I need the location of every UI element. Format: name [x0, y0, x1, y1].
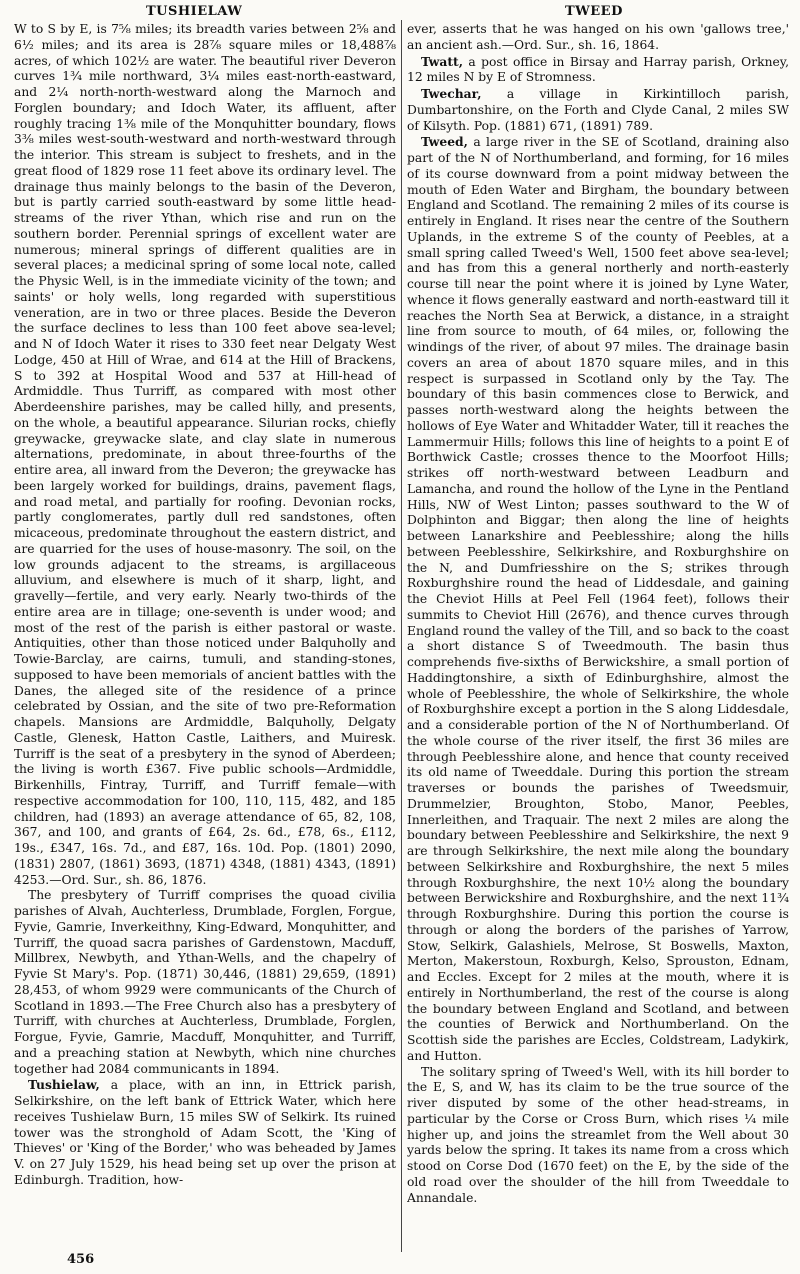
right-column	[407, 22, 789, 1247]
paragraph-turriff-continued: W to S by E, is 7⅝ miles; its breadth varies between 2⅝ and 6½ miles; and its area is 28⅞ square miles or 18,488⅞ acres, of which 102½ are water. The beautiful river Deveron curves 1¾ mile northward, 3¼ miles east-north-eastward, and 2¼ north-north-westward along the Marnoch and Forglen boundary; and Idoch Water, its affluent, after roughly tracing 1⅜ mile of the Monquhitter boundary, flows 3⅜ miles west-south-westward and north-westward through the interior. This stream is subject to freshets, and in the great flood of 1829 rose 11 feet above its ordinary level. The drainage thus mainly belongs to the basin of the Deveron, but is partly carried south-eastward by some little head-streams of the river Ythan, which rise and run on the southern border. Perennial springs of excellent water are numerous; mineral springs of different qualities are in several places; a medicinal spring of some local note, called the Physic Well, is in the immediate vicinity of the town; and saints' or holy wells, long regarded with superstitious veneration, are in two or three places. Beside the Deveron the surface declines to less than 100 feet above sea-level; and N of Idoch Water it rises to 330 feet near Delgaty West Lodge, 450 at Hill of Wrae, and 614 at the Hill of Brackens, S to 392 at Hospital Wood and 537 at Hill-head of Ardmiddle. Thus Turriff, as compared with most other Aberdeenshire parishes, may be called hilly, and presents, on the whole, a beautiful appearance. Silurian rocks, chiefly greywacke, greywacke slate, and clay slate in numerous alternations, predominate, in about three-fourths of the entire area, all inward from the Deveron; the greywacke has been largely worked for buildings, drains, pavement flags, and road metal, and partially for roofing. Devonian rocks, partly conglomerates, partly dull red sandstones, often micaceous, predominate throughout the eastern district, and are quarried for the uses of house-masonry. The soil, on the low grounds adjacent to the streams, is argillaceous alluvium, and elsewhere is much of it sharp, light, and gravelly—fertile, and very early. Nearly two-thirds of the entire area are in tillage; one-seventh is under wood; and most of the rest of the parish is either pastoral or waste. Antiquities, other than those noticed under Balquholly and Towie-Barclay, are cairns, tumuli, and standing-stones, supposed to have been memorials of ancient battles with the Danes, the alleged site of the residence of a prince celebrated by Ossian, and the site of two pre-Reformation chapels. Mansions are Ardmiddle, Balquholly, Delgaty Castle, Glenesk, Hatton Castle, Laithers, and Muiresk. Turriff is the seat of a presbytery in the synod of Aberdeen; the living is worth £367. Five public schools—Ardmiddle, Birkenhills, Fintray, Turriff, and Turriff female—with respective accommodation for 100, 110, 115, 482, and 185 children, had (1893) an average attendance of 65, 82, 108, 367, and 100, and grants of £64, 2s. 6d., £78, 6s., £112, 19s., £347, 16s. 7d., and £87, 16s. 10d. Pop. (1801) 2090, (1831) 2807, (1861) 3693, (1871) 4348, (1881) 4343, (1891) 4253.—Ord. Sur., sh. 86, 1876.	[14, 22, 396, 887]
paragraph-presbytery-turriff: The presbytery of Turriff comprises the quoad civilia parishes of Alvah, Auchterless, Drumblade, Forglen, Forgue, Fyvie, Gamrie, Inverkeithny, King-Edward, Monquhitter, and Turriff, the quoad sacra parishes of Gardenstown, Macduff, Millbrex, Newbyth, and Ythan-Wells, and the chapelry of Fyvie St Mary's. Pop. (1871) 30,446, (1881) 29,659, (1891) 28,453, of whom 9929 were communicants of the Church of Scotland in 1893.—The Free Church also has a presbytery of Turriff, with churches at Auchterless, Drumblade, Forglen, Forgue, Fyvie, Gamrie, Macduff, Monquhitter, and Turriff, and a preaching station at Newbyth, which nine churches together had 2084 communicants in 1894.	[14, 888, 396, 1076]
left-column	[14, 22, 396, 1247]
entry-twechar-text: a village in Kirkintilloch parish, Dumbartonshire, on the Forth and Clyde Canal, 2 miles SW of Kilsyth. Pop. (1881) 671, (1891) 789.	[407, 87, 789, 133]
entry-tweed-text: a large river in the SE of Scotland, draining also part of the N of Northumberland, and forming, for 16 miles of its course downward from a point midway between the mouth of Eden Water and Birgham, the boundary between England and Scotland. The remaining 2 miles of its course is entirely in England. It rises near the centre of the Southern Uplands, in the extreme S of the county of Peebles, at a small spring called Tweed's Well, 1500 feet above sea-level; and has from this a general northerly and north-easterly course till near the point where it is joined by Lyne Water, whence it flows generally eastward and north-eastward till it reaches the North Sea at Berwick, a distance, in a straight line from source to mouth, of 64 miles, or, following the windings of the river, of about 97 miles. The drainage basin covers an area of about 1870 square miles, and in this respect is surpassed in Scotland only by the Tay. The boundary of this basin commences close to Berwick, and passes north-westward along the heights between the hollows of Eye Water and Whitadder Water, till it reaches the Lammermuir Hills; follows this line of heights to a point E of Borthwick Castle; crosses thence to the Moorfoot Hills; strikes off north-westward between Leadburn and Lamancha, and round the hollow of the Lyne in the Pentland Hills, NW of West Linton; passes southward to the W of Dolphinton and Biggar; then along the line of heights between Lanarkshire and Peeblesshire; along the hills between Peeblesshire, Selkirkshire, and Roxburghshire on the N, and Dumfriesshire on the S; strikes through Roxburghshire round the head of Liddesdale, and gaining the Cheviot Hills at Peel Fell (1964 feet), follows their summits to Cheviot Hill (2676), and thence curves through England round the valley of the Till, and so back to the coast a short distance S of Tweedmouth. The basin thus comprehends five-sixths of Berwickshire, a small portion of Haddingtonshire, a sixth of Edinburghshire, almost the whole of Peeblesshire, the whole of Selkirkshire, the whole of Roxburghshire except a portion in the S along Liddesdale, and a considerable portion of the N of Northumberland. Of the whole course of the river itself, the first 36 miles are through Peeblesshire alone, and hence that county received its old name of Tweeddale. During this portion the stream traverses or bounds the parishes of Tweedsmuir, Drummelzier, Broughton, Stobo, Manor, Peebles, Innerleithen, and Traquair. The next 2 miles are along the boundary between Peeblesshire and Selkirkshire, the next 9 are through Selkirkshire, the next mile along the boundary between Selkirkshire and Roxburghshire, the next 5 miles through Roxburghshire, the next 10½ along the boundary between Berwickshire and Roxburghshire, and the next 11¾ through Roxburghshire. During this portion the course is through or along the borders of the parishes of Yarrow, Stow, Selkirk, Galashiels, Melrose, St Boswells, Maxton, Merton, Makerstoun, Roxburgh, Kelso, Sprouston, Ednam, and Eccles. Except for 2 miles at the mouth, where it is entirely in Northumberland, the rest of the course is along the boundary between England and Scotland, and between the counties of Berwick and Northumberland. On the Scottish side the parishes are Eccles, Coldstream, Ladykirk, and Hutton.	[407, 135, 789, 1063]
entry-tweed	[407, 134, 789, 1064]
headword-tushielaw: Tushielaw,	[28, 1077, 100, 1093]
headword-twechar: Twechar,	[421, 86, 482, 101]
entry-twatt-text: a post office in Birsay and Harray parish, Orkney, 12 miles N by E of Stromness.	[407, 54, 789, 85]
column-divider	[401, 20, 402, 1252]
headword-tweed: Tweed,	[421, 134, 468, 150]
running-header-left: TUSHIELAW	[146, 4, 243, 19]
page-number: 456	[67, 1252, 95, 1267]
entry-twatt	[407, 54, 789, 87]
running-header-right: TWEED	[565, 4, 623, 19]
entry-tushielaw-text: a place, with an inn, in Ettrick parish, Selkirkshire, on the left bank of Ettrick Water, which here receives Tushielaw Burn, 15 miles SW of Selkirk. Its ruined tower was the stronghold of Adam Scott, the 'King of Thieves' or 'King of the Border,' who was beheaded by James V. on 27 July 1529, his head being set up over the prison at Edinburgh. Tradition, how-	[14, 1078, 396, 1187]
entry-twechar	[407, 86, 789, 134]
paragraph-tweeds-well: The solitary spring of Tweed's Well, with its hill border to the E, S, and W, has its claim to be the true source of the river disputed by some of the other head-streams, in particular by the Corse or Cross Burn, which rises ¼ mile higher up, and joins the streamlet from the Well about 30 yards below the spring. It takes its name from a cross which stood on Corse Dod (1670 feet) on the E, by the side of the old road over the shoulder of the hill from Tweeddale to Annandale.	[407, 1064, 789, 1205]
entry-tushielaw	[14, 1077, 396, 1188]
headword-twatt: Twatt,	[421, 53, 463, 69]
paragraph-tushielaw-continued: ever, asserts that he was hanged on his own 'gallows tree,' an ancient ash.—Ord. Sur., sh. 16, 1864.	[407, 22, 789, 52]
